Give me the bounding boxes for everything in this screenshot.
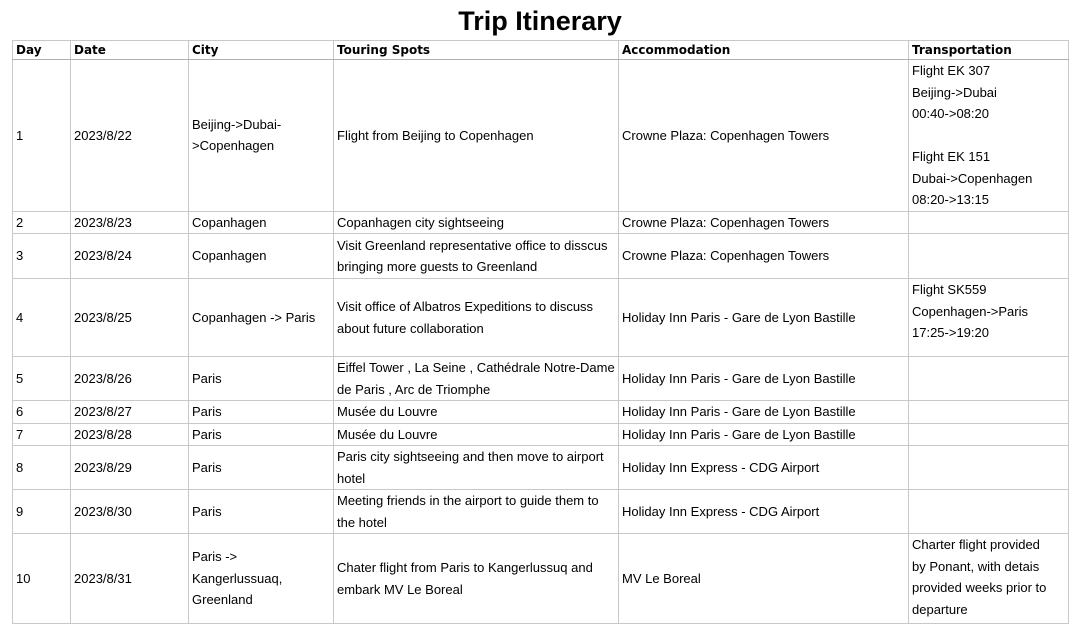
cell-accommodation: Crowne Plaza: Copenhagen Towers: [619, 60, 909, 212]
cell-day: 3: [13, 234, 71, 279]
column-header-day: Day: [13, 41, 71, 60]
cell-touring-spots: Eiffel Tower , La Seine , Cathédrale Notre-Dame de Paris , Arc de Triomphe: [334, 357, 619, 401]
cell-touring-spots: Copanhagen city sightseeing: [334, 211, 619, 234]
cell-transportation: [909, 234, 1069, 279]
cell-transportation: [909, 401, 1069, 424]
transport-line: Copenhagen->Paris: [912, 303, 1028, 319]
table-row: [13, 211, 1069, 234]
cell-date: 2023/8/26: [71, 357, 189, 401]
column-header-date: Date: [71, 41, 189, 60]
table-row: [13, 401, 1069, 424]
table-row: [13, 534, 1069, 624]
cell-accommodation: Holiday Inn Paris - Gare de Lyon Bastille: [619, 423, 909, 446]
cell-city: Beijing->Dubai->Copenhagen: [189, 60, 334, 212]
cell-city: Paris -> Kangerlussuaq, Greenland: [189, 534, 334, 624]
header-row: [13, 41, 1069, 60]
transport-line: Flight EK 307: [912, 63, 991, 78]
cell-accommodation: Holiday Inn Paris - Gare de Lyon Bastille: [619, 401, 909, 424]
cell-date: 2023/8/31: [71, 534, 189, 624]
table-row: [13, 490, 1069, 534]
column-header-city: City: [189, 41, 334, 60]
cell-date: 2023/8/30: [71, 490, 189, 534]
cell-touring-spots: Musée du Louvre: [334, 423, 619, 446]
cell-accommodation: MV Le Boreal: [619, 534, 909, 624]
cell-date: 2023/8/25: [71, 279, 189, 357]
cell-accommodation: Holiday Inn Express - CDG Airport: [619, 446, 909, 490]
cell-touring-spots: Visit office of Albatros Expeditions to discuss about future collaboration: [334, 279, 619, 357]
cell-touring-spots: Paris city sightseeing and then move to airport hotel: [334, 446, 619, 490]
cell-accommodation: Crowne Plaza: Copenhagen Towers: [619, 211, 909, 234]
cell-transportation: [909, 446, 1069, 490]
cell-accommodation: Holiday Inn Paris - Gare de Lyon Bastille: [619, 279, 909, 357]
column-header-accommodation: Accommodation: [619, 41, 909, 60]
cell-transportation: [909, 534, 1069, 624]
cell-date: 2023/8/24: [71, 234, 189, 279]
cell-transportation: [909, 279, 1069, 357]
transport-line: [912, 125, 1065, 147]
table-row: [13, 446, 1069, 490]
cell-accommodation: Holiday Inn Express - CDG Airport: [619, 490, 909, 534]
cell-city: Copanhagen: [189, 234, 334, 279]
cell-date: 2023/8/27: [71, 401, 189, 424]
table-row: [13, 357, 1069, 401]
transport-line: departure: [912, 601, 968, 617]
transport-line: Flight EK 151: [912, 149, 991, 164]
transport-line: Beijing->Dubai: [912, 84, 997, 100]
column-header-transportation: Transportation: [909, 41, 1069, 60]
cell-transportation: [909, 490, 1069, 534]
cell-day: 4: [13, 279, 71, 357]
cell-transportation: [909, 211, 1069, 234]
cell-transportation: [909, 357, 1069, 401]
cell-transportation: [909, 60, 1069, 212]
cell-day: 6: [13, 401, 71, 424]
transport-line: Dubai->Copenhagen: [912, 170, 1033, 186]
cell-day: 10: [13, 534, 71, 624]
cell-touring-spots: Flight from Beijing to Copenhagen: [334, 60, 619, 212]
cell-city: Copanhagen -> Paris: [189, 279, 334, 357]
transport-line: by Ponant, with detais: [912, 558, 1040, 574]
cell-date: 2023/8/29: [71, 446, 189, 490]
cell-touring-spots: Musée du Louvre: [334, 401, 619, 424]
itinerary-table: [12, 40, 1069, 624]
cell-date: 2023/8/28: [71, 423, 189, 446]
cell-day: 9: [13, 490, 71, 534]
cell-touring-spots: Chater flight from Paris to Kangerlussuq and embark MV Le Boreal: [334, 534, 619, 624]
cell-day: 2: [13, 211, 71, 234]
cell-city: Copanhagen: [189, 211, 334, 234]
page-title: Trip Itinerary: [458, 6, 622, 36]
transport-line: provided weeks prior to: [912, 580, 1047, 595]
transport-line: 00:40->08:20: [912, 106, 989, 121]
transport-line: Charter flight provided: [912, 537, 1040, 552]
cell-day: 1: [13, 60, 71, 212]
table-row: [13, 234, 1069, 279]
cell-date: 2023/8/23: [71, 211, 189, 234]
table-row: [13, 60, 1069, 212]
cell-touring-spots: Meeting friends in the airport to guide them to the hotel: [334, 490, 619, 534]
cell-date: 2023/8/22: [71, 60, 189, 212]
transport-line: Flight SK559: [912, 282, 987, 297]
cell-accommodation: Crowne Plaza: Copenhagen Towers: [619, 234, 909, 279]
cell-city: Paris: [189, 423, 334, 446]
column-header-touring-spots: Touring Spots: [334, 41, 619, 60]
cell-day: 8: [13, 446, 71, 490]
cell-city: Paris: [189, 490, 334, 534]
cell-day: 7: [13, 423, 71, 446]
transport-line: 08:20->13:15: [912, 192, 989, 207]
cell-city: Paris: [189, 401, 334, 424]
cell-city: Paris: [189, 446, 334, 490]
transport-line: 17:25->19:20: [912, 325, 989, 340]
cell-transportation: [909, 423, 1069, 446]
table-row: [13, 279, 1069, 357]
cell-touring-spots: Visit Greenland representative office to disscus bringing more guests to Greenland: [334, 234, 619, 279]
table-row: [13, 423, 1069, 446]
cell-city: Paris: [189, 357, 334, 401]
cell-day: 5: [13, 357, 71, 401]
cell-accommodation: Holiday Inn Paris - Gare de Lyon Bastille: [619, 357, 909, 401]
